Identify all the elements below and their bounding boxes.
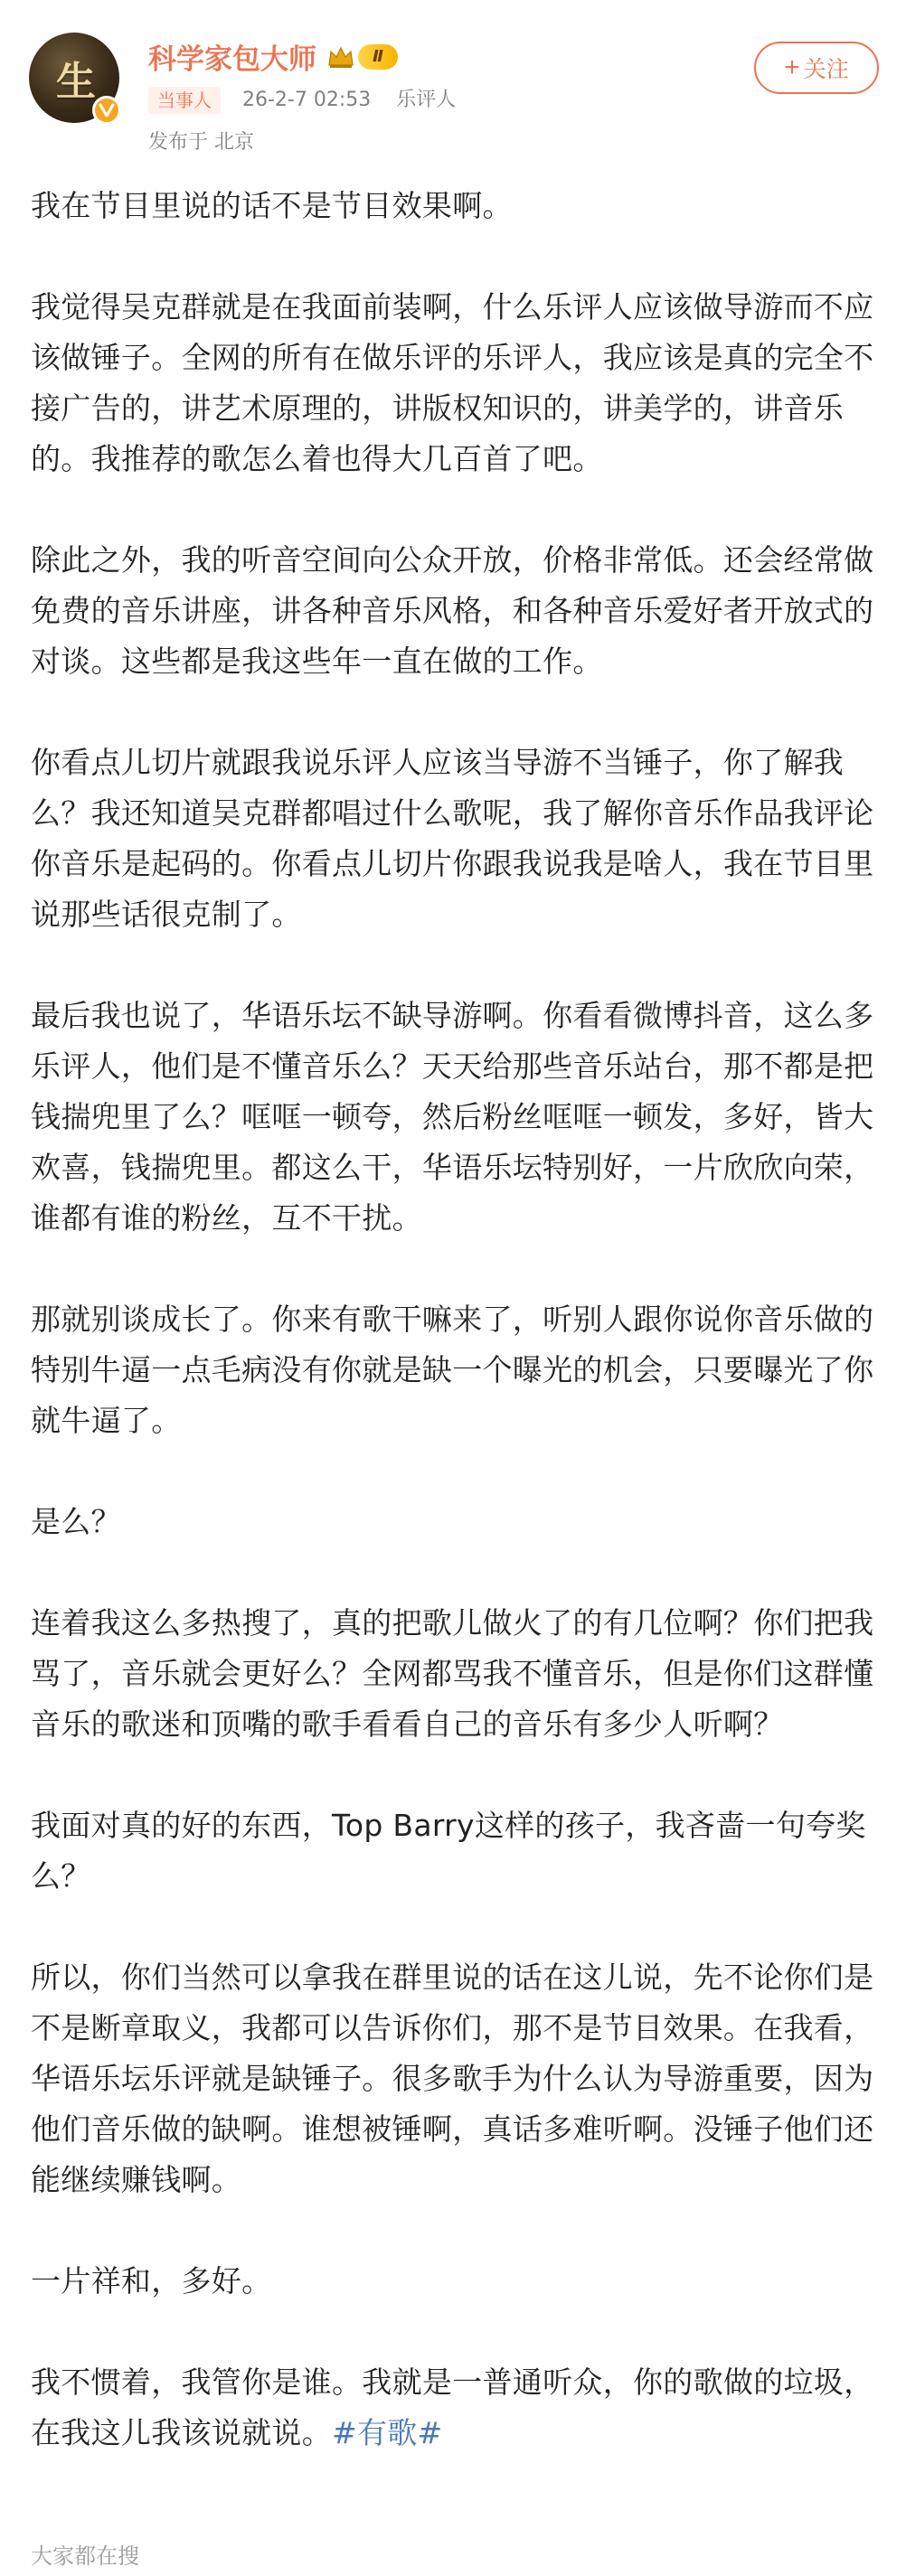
paragraph: 我面对真的好的东西，Top Barry这样的孩子，我吝啬一句夸奖么？ (31, 1808, 866, 1894)
follow-label: 关注 (803, 57, 849, 82)
level-badge: Ⅱ (358, 44, 398, 70)
last-paragraph (31, 2357, 881, 2458)
paragraph: 那就别谈成长了。你来有歌干嘛来了，听别人跟你说你音乐做的特别牛逼一点毛病没有你就是缺一个曝光的机会，只要曝光了你就牛逼了。 (31, 1302, 874, 1438)
verified-v-icon (92, 96, 121, 125)
crown-icon (327, 45, 354, 69)
trending-search-hint[interactable]: 大家都在搜 (31, 2543, 139, 2569)
post-header (0, 0, 906, 172)
paragraph: 你看点儿切片就跟我说乐评人应该当导游不当锤子，你了解我么？我还知道吴克群都唱过什么歌呢，我了解你音乐作品我评论你音乐是起码的。你看点儿切片你跟我说我是啥人，我在节目里说那些话很克制了。 (31, 745, 874, 932)
paragraph: 我在节目里说的话不是节目效果啊。 (31, 188, 513, 223)
paragraph: 最后我也说了，华语乐坛不缺导游啊。你看看微博抖音，这么多乐评人，他们是不懂音乐么？天天给那些音乐站台，那不都是把钱揣兜里了么？哐哐一顿夸，然后粉丝哐哐一顿发，多好，皆大欢喜，钱揣兜里。都这么干，华语乐坛特别好，一片欣欣向荣，谁都有谁的粉丝，互不干扰。 (31, 998, 874, 1236)
paragraph: 我觉得吴克群就是在我面前装啊，什么乐评人应该做导游而不应该做锤子。全网的所有在做乐评的乐评人，我应该是真的完全不接广告的，讲艺术原理的，讲版权知识的，讲美学的，讲音乐的。我推荐的歌怎么着也得大几百首了吧。 (31, 289, 874, 476)
avatar-text: 生 (56, 59, 92, 105)
user-name[interactable]: 科学家包大师 (148, 43, 316, 76)
avatar[interactable] (29, 33, 119, 123)
paragraph: 除此之外，我的听音空间向公众开放，价格非常低。还会经常做免费的音乐讲座，讲各种音乐风格，和各种音乐爱好者开放式的对谈。这些都是我这些年一直在做的工作。 (31, 542, 874, 679)
role-tag: 当事人 (148, 87, 221, 114)
post-content (31, 181, 881, 2509)
post-meta (242, 87, 456, 114)
post-time: 26-2-7 02:53 (242, 89, 372, 111)
post-source: 乐评人 (396, 89, 457, 111)
follow-button[interactable] (754, 42, 879, 94)
last-paragraph-text: 我不惯着，我管你是谁。我就是一普通听众，你的歌做的垃圾，在我这儿我该说就说。 (31, 2364, 874, 2450)
user-name-row (148, 36, 398, 77)
paragraph: 所以，你们当然可以拿我在群里说的话在这儿说，先不论你们是不是断章取义，我都可以告诉你们，那不是节目效果。在我看，华语乐坛乐评就是缺锤子。很多歌手为什么认为导游重要，因为他们音乐做的缺啊。谁想被锤啊，真话多难听啊。没锤子他们还能继续赚钱啊。 (31, 1960, 874, 2197)
plus-icon: + (784, 52, 800, 82)
post-location: 发布于 北京 (148, 131, 254, 154)
paragraph: 连着我这么多热搜了，真的把歌儿做火了的有几位啊？你们把我骂了，音乐就会更好么？全网都骂我不懂音乐，但是你们这群懂音乐的歌迷和顶嘴的歌手看看自己的音乐有多少人听啊？ (31, 1605, 874, 1742)
paragraph: 是么？ (31, 1504, 121, 1539)
hashtag-link[interactable]: #有歌# (332, 2415, 443, 2450)
paragraph: 一片祥和，多好。 (31, 2263, 272, 2299)
